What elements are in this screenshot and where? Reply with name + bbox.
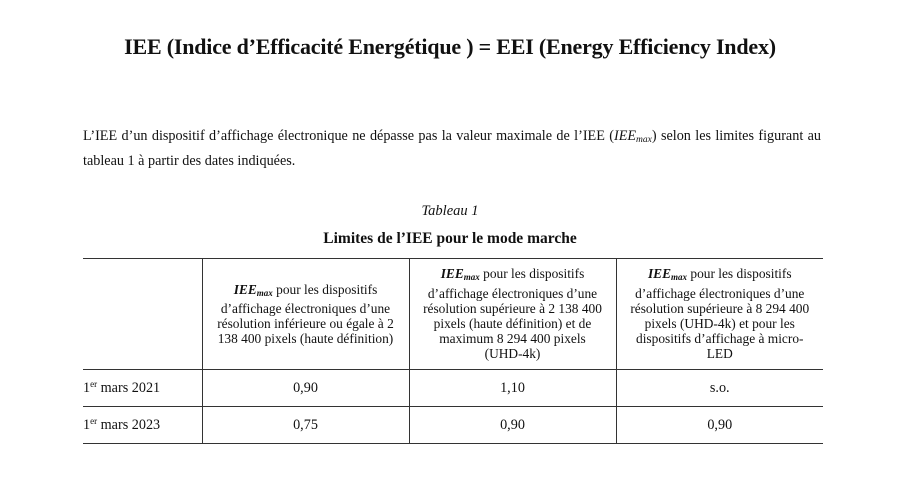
intro-text-start: L’IEE d’un dispositif d’affichage électronique ne dépasse pas la valeur maximale de l’IEE ( xyxy=(83,128,614,144)
iee-max-label: $IEE_{max}$ xyxy=(647,266,688,283)
table-title: Limites de l’IEE pour le mode marche xyxy=(323,230,577,247)
iee-max-label: $IEE_{max}$ xyxy=(233,281,273,298)
table-row xyxy=(83,407,823,444)
iee-max-symbol: $IEE_{max}$ xyxy=(613,128,652,145)
intro-paragraph xyxy=(83,126,821,171)
value-cell: 0,90 xyxy=(202,370,409,407)
table-caption: Tableau 1 xyxy=(421,203,479,219)
iee-max-label: $IEE_{max}$ xyxy=(440,266,480,283)
value-cell: s.o. xyxy=(616,370,823,407)
value-cell: 0,75 xyxy=(202,407,409,444)
page-title: IEE (Indice d’Efficacité Energétique ) = EEI (Energy Efficiency Index) xyxy=(124,34,776,59)
value-cell: 1,10 xyxy=(409,370,616,407)
intro-text-end: ) selon les limites figurant au tableau 1 à partir des dates indiquées. xyxy=(83,128,822,169)
header-cell-high-res: $IEE_{max}$ pour les dispositifs d’affichage électroniques d’une résolution supérieure à 8 294 400 pixels (UHD-4k) et pour les dispositifs d’affichage à micro-LED xyxy=(616,259,823,370)
header-empty-cell xyxy=(83,259,202,370)
limits-table xyxy=(83,258,823,444)
value-cell: 0,90 xyxy=(409,407,616,444)
row-date: 1er mars 2021 xyxy=(83,370,202,407)
table-header-row xyxy=(83,259,823,370)
table-row xyxy=(83,370,823,407)
header-cell-mid-res: $IEE_{max}$ pour les dispositifs d’affichage électroniques d’une résolution supérieure à 2 138 400 pixels (haute définition) et de maximum 8 294 400 pixels (UHD-4k) xyxy=(409,259,616,370)
header-cell-low-res: $IEE_{max}$ pour les dispositifs d’affichage électroniques d’une résolution inférieure ou égale à 2 138 400 pixels (haute définition) xyxy=(202,259,409,370)
value-cell: 0,90 xyxy=(616,407,823,444)
row-date: 1er mars 2023 xyxy=(83,407,202,444)
